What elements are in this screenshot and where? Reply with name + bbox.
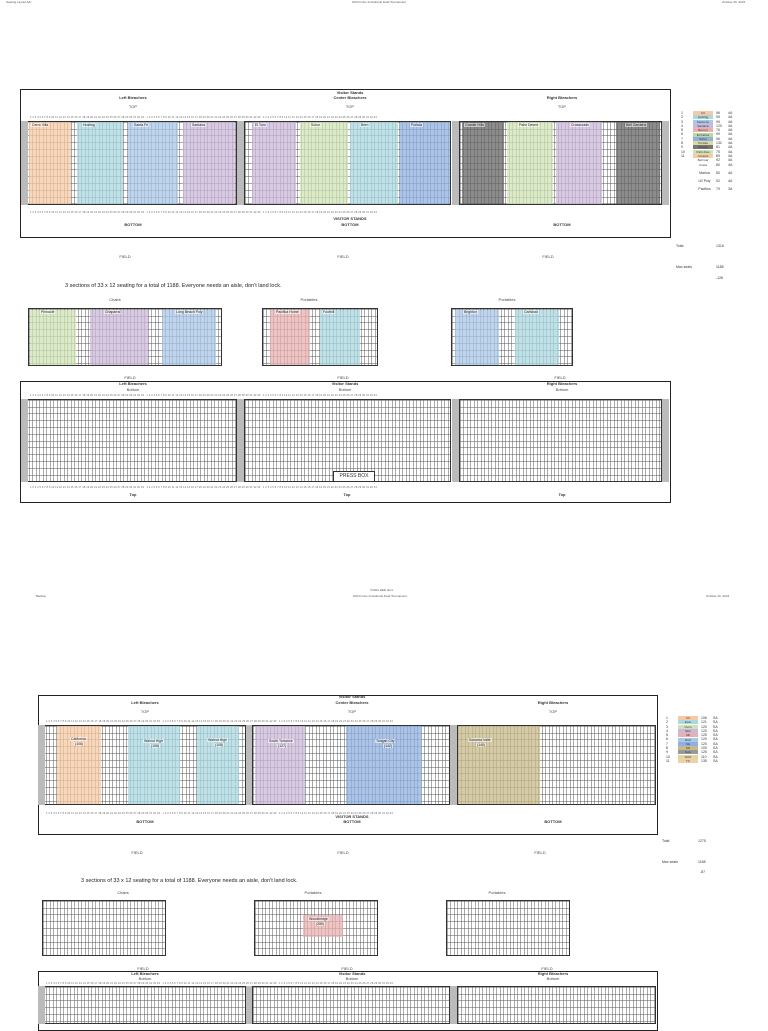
page2-lower-left-sub: Bottom xyxy=(138,976,152,981)
legend-division: 4A xyxy=(728,162,733,167)
legend-school-swatch: SN xyxy=(678,746,698,750)
legend-row-number: 7 xyxy=(681,136,683,141)
page1-small-section-label: Brighton xyxy=(464,310,478,314)
page2-lower-seat-numbers: 1 2 3 4 5 6 7 8 9 10 11 12 13 14 15 16 17 18 19 20 21 22 23 24 25 26 27 28 29 30 31 32 33 1 2 3 4 5 6 7 8 9 10 11 12 13 14 15 16 17 18 19 20 21 22 23 24 25 26 27 28 29 30 31 32 33 1 2 3 4 5 6 7 8 9 10 11 12 13 14 15 16 17 18 19 20 21 22 23 24 25 26 27 28 29 30 31 32 33 xyxy=(46,982,393,985)
legend-division: 4A xyxy=(728,115,733,120)
page1-lower-left-sub: Bottom xyxy=(126,387,140,392)
page2-seat-numbers-bottom: 1 2 3 4 5 6 7 8 9 10 11 12 13 14 15 16 17 18 19 20 21 22 23 24 25 26 27 28 29 30 31 32 33 1 2 3 4 5 6 7 8 9 10 11 12 13 14 15 16 17 18 19 20 21 22 23 24 25 26 27 28 29 30 31 32 33 1 2 3 4 5 6 7 8 9 10 11 12 13 14 15 16 17 18 19 20 21 22 23 24 25 26 27 28 29 30 31 32 33 xyxy=(46,812,393,815)
page1-section-bell-gardens xyxy=(616,122,660,204)
page1-visitor-stands-label: VISITOR STANDS xyxy=(333,216,367,221)
page1-lower-row-numbers xyxy=(21,399,28,482)
page1-header-center: 2024 Irvine Invitational Field Tournament xyxy=(352,0,406,4)
page2-section-count: (142) xyxy=(384,744,393,748)
page1-section-label: Bell Gardens xyxy=(626,123,647,127)
page2-section-count: (127) xyxy=(278,744,287,748)
legend-division: 3A xyxy=(728,187,733,192)
page1-header-left: Seating Layout A/F xyxy=(6,0,32,4)
legend-seat-count: 132 xyxy=(716,141,722,146)
legend-row-number: 5 xyxy=(681,128,683,133)
page2-chairs-grid xyxy=(42,900,166,956)
legend-row xyxy=(666,759,756,763)
page1-row-numbers xyxy=(237,121,244,205)
page1-field-label: FIELD xyxy=(542,254,554,259)
legend-seat-count: 80 xyxy=(716,162,720,167)
page1-small-section-label: Long Beach Poly xyxy=(176,310,203,314)
page1-row-numbers xyxy=(452,121,459,205)
legend-division: 4A xyxy=(728,179,733,184)
page2-field-label: FIELD xyxy=(337,850,349,855)
legend-row-number: 2 xyxy=(681,115,683,120)
page1-lower-top-label: Top xyxy=(129,492,137,497)
legend-seat-count: 110 xyxy=(701,754,707,759)
page1-section-brighton xyxy=(455,310,499,365)
page2-section-walnut-high xyxy=(128,726,180,804)
page1-center-top-label: TOP xyxy=(345,104,355,109)
page2-row-numbers xyxy=(246,725,252,805)
page1-left-top-label: TOP xyxy=(128,104,138,109)
legend-row-number: 7 xyxy=(666,741,668,746)
page2-left-bleachers-title: Left Bleachers xyxy=(131,700,159,705)
legend-seat-count: 76 xyxy=(716,128,720,133)
page1-row-numbers xyxy=(21,121,28,205)
page1-right-bleachers-title: Right Bleachers xyxy=(546,95,578,100)
legend-seat-count: 92 xyxy=(716,158,720,163)
legend-seat-count: 121 xyxy=(701,720,707,725)
page2-section-south-torrance xyxy=(255,726,305,804)
legend-row-number: 11 xyxy=(681,153,685,158)
page2-section-name: Tongan City xyxy=(376,739,395,743)
legend-seat-count: 81 xyxy=(716,145,720,150)
page1-lower-field-label: FIELD xyxy=(554,375,566,380)
page1-small-section-label: Chaparral xyxy=(105,310,121,314)
legend-division: SA xyxy=(713,716,718,720)
page2-header-left: Backup xyxy=(36,594,47,598)
legend-division: 4A xyxy=(728,158,733,163)
legend-extra-row xyxy=(681,187,761,191)
page1-lower-top-label: Top xyxy=(558,492,566,497)
page2-lower-field-label: FIELD xyxy=(137,966,149,971)
page1-left-bottom-label: BOTTOM xyxy=(124,222,142,227)
page1-lower-row-numbers xyxy=(662,399,669,482)
page1-section-palm-desert xyxy=(507,122,553,204)
legend-row-number: 6 xyxy=(666,737,668,742)
page1-press-box: PRESS BOX xyxy=(333,471,375,482)
page2-portables-title: Portables xyxy=(304,890,322,895)
page1-small-section-label: Carlsbad xyxy=(524,310,539,314)
page1-section-label: Palm Desert xyxy=(519,123,539,127)
page2-center-top-label: TOP xyxy=(347,709,357,714)
page2-seat-numbers-top: 1 2 3 4 5 6 7 8 9 10 11 12 13 14 15 16 17 18 19 20 21 22 23 24 25 26 27 28 29 30 31 32 33 1 2 3 4 5 6 7 8 9 10 11 12 13 14 15 16 17 18 19 20 21 22 23 24 25 26 27 28 29 30 31 32 33 1 2 3 4 5 6 7 8 9 10 11 12 13 14 15 16 17 18 19 20 21 22 23 24 25 26 27 28 29 30 31 32 33 xyxy=(46,720,393,723)
page2-header-center-2: 2024 Irvine Invitational Field Tournament xyxy=(353,594,407,598)
legend-school-swatch: Mon xyxy=(678,729,698,733)
page1-lower-center-sub: Bottom xyxy=(338,387,352,392)
legend-extra-row xyxy=(681,179,761,183)
legend-extra-row xyxy=(681,171,761,175)
page2-lower-field-label: FIELD xyxy=(541,966,553,971)
legend-row-number: 11 xyxy=(666,758,670,763)
legend-seat-count: 120 xyxy=(701,741,707,746)
page1-small-section-label: Pacifica Home xyxy=(276,310,299,314)
legend-seat-count: 125 xyxy=(701,750,707,755)
page2-field-label: FIELD xyxy=(131,850,143,855)
legend-row-number: 8 xyxy=(681,141,683,146)
page2-max-seats-value: 1188 xyxy=(698,860,706,864)
page2-header-center-1: ©2024 HED.docx xyxy=(370,588,394,592)
page2-woodbridge-name: Woodbridge xyxy=(309,917,328,921)
legend-school-swatch: El Carlos xyxy=(693,133,713,137)
legend-division: 4A xyxy=(728,136,733,141)
legend-school-swatch: Cuco xyxy=(678,725,698,729)
page1-section-foothill xyxy=(320,310,360,365)
page1-center-title-2: Center Bleachers xyxy=(333,95,367,100)
page1-max-seats-value: 1188 xyxy=(716,265,724,269)
page2-lower-center-grid xyxy=(252,986,450,1024)
legend-row-number: 1 xyxy=(681,111,683,115)
page2-row-numbers xyxy=(450,725,457,805)
page1-chairs-title: Chairs xyxy=(109,297,121,302)
page1-lower-field-label: FIELD xyxy=(337,375,349,380)
page1-section-cerro-villa xyxy=(29,122,71,204)
page1-center-title-1: Visitor Stands xyxy=(336,90,364,95)
page1-lower-row-numbers xyxy=(452,399,459,482)
legend-school-swatch: Bell Gar xyxy=(697,158,709,163)
page1-section-label: Portola xyxy=(411,123,423,127)
legend-row-number: 9 xyxy=(681,145,683,150)
page2-right-bottom-label: BOTTOM xyxy=(544,819,562,824)
page2-lower-left-title: Left Bleachers xyxy=(131,971,159,976)
page2-lower-field-label: FIELD xyxy=(341,966,353,971)
legend-row-number: 6 xyxy=(681,132,683,137)
page1-legend xyxy=(681,111,761,192)
legend-division: 4A xyxy=(728,111,733,115)
page1-max-seats-label: Max seats xyxy=(676,265,692,269)
page1-portables-title-2: Portables xyxy=(498,297,516,302)
page2-section-name: California xyxy=(71,737,86,741)
legend-division: SA xyxy=(713,733,718,738)
page1-lower-center-grid xyxy=(244,399,451,482)
legend-school-swatch: Costa xyxy=(699,162,707,167)
page1-section-label: Crossroads xyxy=(571,123,589,127)
page1-small-section-label: Foothill xyxy=(323,310,335,314)
page1-section-portola xyxy=(400,122,450,204)
page1-lower-row-numbers xyxy=(237,399,244,482)
legend-division: SA xyxy=(713,758,718,763)
page1-lower-right-sub: Bottom xyxy=(555,387,569,392)
legend-school-swatch: Palm Des xyxy=(693,150,713,154)
legend-division: 4A xyxy=(728,141,733,146)
legend-seat-count: 92 xyxy=(716,179,720,184)
legend-row-number: 9 xyxy=(666,750,668,755)
page2-seat-difference: -87 xyxy=(700,870,706,874)
page1-lower-seat-numbers: 1 2 3 4 5 6 7 8 9 10 11 12 13 14 15 16 17 18 19 20 21 22 23 24 25 26 27 28 29 30 31 32 33 1 2 3 4 5 6 7 8 9 10 11 12 13 14 15 16 17 18 19 20 21 22 23 24 25 26 27 28 29 30 31 32 33 1 2 3 4 5 6 7 8 9 10 11 12 13 14 15 16 17 18 19 20 21 22 23 24 25 26 27 28 29 30 31 32 33 xyxy=(30,394,377,397)
page2-total-label: Total xyxy=(662,839,670,843)
page2-legend xyxy=(666,716,756,763)
legend-division: 4A xyxy=(728,153,733,158)
legend-division: 4A xyxy=(728,149,733,154)
page2-lower-row-numbers xyxy=(38,986,45,1024)
legend-seat-count: 120 xyxy=(701,737,707,742)
page2-row-numbers xyxy=(38,725,45,805)
page2-right-bleachers-title: Right Bleachers xyxy=(537,700,569,705)
page2-left-bottom-label: BOTTOM xyxy=(136,819,154,824)
legend-seat-count: 75 xyxy=(716,149,720,154)
page2-lower-right-sub: Bottom xyxy=(546,976,560,981)
legend-school-swatch: Fwm xyxy=(678,720,698,724)
page2-lower-right-grid xyxy=(457,986,656,1024)
legend-seat-count: 135 xyxy=(701,758,707,763)
page1-section-bren xyxy=(350,122,398,204)
page1-portables-title: Portables xyxy=(300,297,318,302)
legend-seat-count: 99 xyxy=(716,115,720,120)
page1-seating-note: 3 sections of 33 x 12 seating for a total of 1188. Everyone needs an aisle, don't land lock. xyxy=(65,283,282,289)
legend-school-swatch: Schur xyxy=(693,137,713,141)
page2-total-value: 1275 xyxy=(698,839,706,843)
page1-small-section-label: Pinnacle xyxy=(41,310,55,314)
page2-section-name: Walnut High xyxy=(144,739,163,743)
page2-lower-row-numbers xyxy=(450,986,457,1024)
legend-division: 4A xyxy=(728,123,733,128)
legend-school-swatch: Granite xyxy=(693,145,713,149)
page2-section-name: Sonoma Valle xyxy=(469,738,491,742)
page2-header-right: October 26, 2024 xyxy=(706,594,730,598)
legend-seat-count: 89 xyxy=(716,153,720,158)
page2-field-label: FIELD xyxy=(534,850,546,855)
page2-chairs-title: Chairs xyxy=(117,890,129,895)
page2-right-top-label: TOP xyxy=(548,709,558,714)
legend-seat-count: 96 xyxy=(716,111,720,115)
legend-seat-count: 100 xyxy=(701,746,707,751)
legend-row-number: 10 xyxy=(681,149,685,154)
legend-seat-count: 96 xyxy=(716,136,720,141)
page1-section-label: Schur xyxy=(311,123,321,127)
legend-division: SA xyxy=(713,746,718,751)
legend-row xyxy=(681,163,761,167)
page2-section-count: (108) xyxy=(151,744,160,748)
page2-lower-row-numbers xyxy=(246,986,252,1024)
page1-right-top-label: TOP xyxy=(557,104,567,109)
page1-section-el-toro xyxy=(252,122,296,204)
page1-section-schur xyxy=(300,122,348,204)
page1-total-label: Total xyxy=(676,244,684,248)
legend-row-number: 2 xyxy=(666,720,668,725)
page1-seat-numbers-top: 1 2 3 4 5 6 7 8 9 10 11 12 13 14 15 16 17 18 19 20 21 22 23 24 25 26 27 28 29 30 31 32 33 1 2 3 4 5 6 7 8 9 10 11 12 13 14 15 16 17 18 19 20 21 22 23 24 25 26 27 28 29 30 31 32 33 1 2 3 4 5 6 7 8 9 10 11 12 13 14 15 16 17 18 19 20 21 22 23 24 25 26 27 28 29 30 31 32 33 xyxy=(30,116,377,119)
legend-school-swatch: CV xyxy=(678,716,698,720)
page2-lower-right-title: Right Bleachers xyxy=(537,971,569,976)
page2-lower-center-sub: Bottom xyxy=(345,976,359,981)
legend-row-number: 5 xyxy=(666,733,668,738)
legend-school-name: Pacifica xyxy=(698,187,711,192)
legend-division: 4A xyxy=(728,119,733,124)
legend-row-number: 3 xyxy=(666,724,668,729)
page1-right-bottom-label: BOTTOM xyxy=(553,222,571,227)
legend-school-swatch: TC xyxy=(678,759,698,763)
page1-section-lb-poly xyxy=(162,310,216,365)
page2-section-count: (140) xyxy=(477,743,486,747)
legend-division: 4A xyxy=(728,132,733,137)
page1-total-value: 1316 xyxy=(716,244,724,248)
page1-lower-seat-numbers-bottom: 1 2 3 4 5 6 7 8 9 10 11 12 13 14 15 16 17 18 19 20 21 22 23 24 25 26 27 28 29 30 31 32 33 1 2 3 4 5 6 7 8 9 10 11 12 13 14 15 16 17 18 19 20 21 22 23 24 25 26 27 28 29 30 31 32 33 1 2 3 4 5 6 7 8 9 10 11 12 13 14 15 16 17 18 19 20 21 22 23 24 25 26 27 28 29 30 31 32 33 xyxy=(30,486,377,489)
page1-section-label: Santana xyxy=(192,123,206,127)
legend-school-swatch: Santana xyxy=(693,124,713,128)
legend-seat-count: 120 xyxy=(716,123,722,128)
page2-section-name: South Torrance xyxy=(269,739,293,743)
page2-section-name: Walnut High xyxy=(208,738,227,742)
legend-school-swatch: SOO xyxy=(678,755,698,759)
page2-visitor-stands-label: VISITOR STANDS xyxy=(335,814,369,819)
legend-school-swatch: Surv xyxy=(678,750,698,754)
page1-section-santana xyxy=(183,122,235,204)
legend-division: 4A xyxy=(728,128,733,133)
legend-seat-count: 120 xyxy=(701,728,707,733)
page1-section-chaparral xyxy=(90,310,148,365)
page1-section-crossroads xyxy=(556,122,602,204)
legend-school-name: Marina xyxy=(699,170,710,175)
page1-field-label: FIELD xyxy=(337,254,349,259)
page2-center-title-1: Visitor Stands xyxy=(338,694,366,699)
page1-section-label: Granite Hills xyxy=(465,123,485,127)
legend-school-swatch: Portola xyxy=(693,141,713,145)
legend-division: SA xyxy=(713,724,718,729)
page1-lower-left-title: Left Bleachers xyxy=(119,381,147,386)
legend-division: 4A xyxy=(728,170,733,175)
legend-division: SA xyxy=(713,728,718,733)
page2-section-tongan-city xyxy=(346,726,422,804)
legend-school-swatch: Crossrd xyxy=(693,154,713,158)
legend-row-number: 10 xyxy=(666,754,670,759)
page1-left-bleachers-title: Left Bleachers xyxy=(119,95,147,100)
legend-division: SA xyxy=(713,720,718,725)
page1-section-pinnacle xyxy=(30,310,76,365)
page2-lower-left-grid xyxy=(38,986,246,1024)
page1-section-label: Bren xyxy=(361,123,369,127)
page1-section-label: El Toro xyxy=(255,123,266,127)
page1-lower-center-title: Visitor Stands xyxy=(331,381,359,386)
page1-lower-top-label: Top xyxy=(343,492,351,497)
legend-school-swatch: Santa Fe xyxy=(693,120,713,124)
page1-section-husting xyxy=(77,122,123,204)
page2-woodbridge-count: (280) xyxy=(316,922,325,926)
page1-row-numbers xyxy=(662,121,669,205)
page1-section-carlsbad xyxy=(515,310,559,365)
page1-section-label: Santa Fe xyxy=(134,123,149,127)
page1-lower-right-title: Right Bleachers xyxy=(546,381,578,386)
legend-division: SA xyxy=(713,754,718,759)
legend-seat-count: 99 xyxy=(716,119,720,124)
page1-section-pacifica xyxy=(270,310,310,365)
page2-portables-grid-2 xyxy=(446,900,570,956)
page1-lower-left-grid xyxy=(21,399,237,482)
page2-left-top-label: TOP xyxy=(140,709,150,714)
legend-division: SA xyxy=(713,737,718,742)
legend-division: SA xyxy=(713,741,718,746)
legend-division: 4A xyxy=(728,145,733,150)
page1-seat-numbers-bottom: 1 2 3 4 5 6 7 8 9 10 11 12 13 14 15 16 17 18 19 20 21 22 23 24 25 26 27 28 29 30 31 32 33 1 2 3 4 5 6 7 8 9 10 11 12 13 14 15 16 17 18 19 20 21 22 23 24 25 26 27 28 29 30 31 32 33 1 2 3 4 5 6 7 8 9 10 11 12 13 14 15 16 17 18 19 20 21 22 23 24 25 26 27 28 29 30 31 32 33 xyxy=(30,211,377,214)
legend-row-number: 4 xyxy=(666,728,668,733)
page1-section-santa-fe xyxy=(128,122,178,204)
page1-section-granite xyxy=(462,122,504,204)
page2-center-title-2: Center Bleachers xyxy=(335,700,369,705)
page2-seating-note: 3 sections of 33 x 12 seating for a total of 1188. Everyone needs an aisle, don't land lock. xyxy=(81,878,298,884)
page2-center-bottom-label: BOTTOM xyxy=(343,819,361,824)
legend-seat-count: 99 xyxy=(716,132,720,137)
page1-field-label: FIELD xyxy=(119,254,131,259)
legend-school-swatch: SG xyxy=(678,742,698,746)
page2-portables-title-2: Portables xyxy=(488,890,506,895)
legend-school-name: LB Poly xyxy=(698,179,711,184)
legend-school-swatch: CV xyxy=(693,111,713,115)
page2-section-count: (108) xyxy=(215,743,224,747)
legend-seat-count: 79 xyxy=(716,187,720,192)
legend-row-number: 1 xyxy=(666,716,668,720)
legend-division: SA xyxy=(713,750,718,755)
legend-school-swatch: Husting xyxy=(693,115,713,119)
page1-center-bottom-label: BOTTOM xyxy=(341,222,359,227)
legend-school-swatch: Ruiz xyxy=(678,738,698,742)
legend-seat-count: 80 xyxy=(716,170,720,175)
legend-row-number: 3 xyxy=(681,119,683,124)
legend-seat-count: 106 xyxy=(701,716,707,720)
legend-school-swatch: Mil xyxy=(678,733,698,737)
page1-seat-difference: -128 xyxy=(716,276,724,280)
page2-max-seats-label: Max seats xyxy=(662,860,678,864)
legend-seat-count: 120 xyxy=(701,724,707,729)
page1-section-label: Cerro Villa xyxy=(32,123,49,127)
legend-row-number: 8 xyxy=(666,746,668,751)
page1-header-right: October 26, 2024 xyxy=(722,0,746,4)
page1-section-label: Husting xyxy=(83,123,95,127)
page2-section-count: (106) xyxy=(75,742,84,746)
page2-lower-center-title: Visitor Stands xyxy=(338,971,366,976)
legend-row-number: 4 xyxy=(681,123,683,128)
legend-seat-count: 125 xyxy=(701,733,707,738)
page1-lower-right-grid xyxy=(459,399,662,482)
legend-school-swatch: Bren.O xyxy=(693,128,713,132)
page1-lower-field-label: FIELD xyxy=(124,375,136,380)
